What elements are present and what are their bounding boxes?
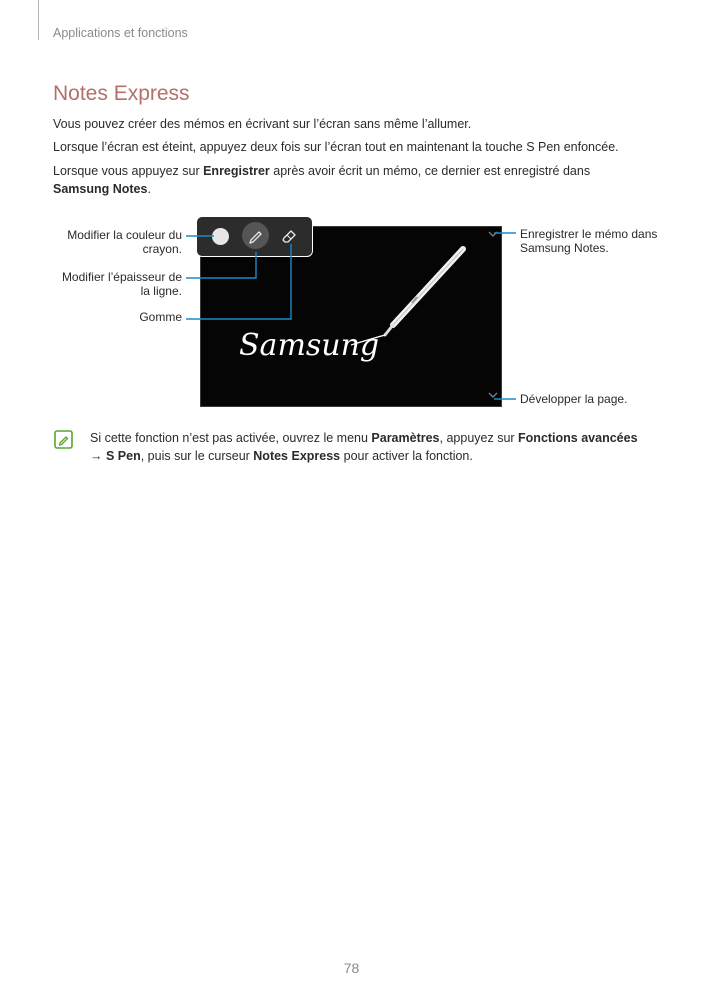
page-title: Notes Express	[53, 82, 190, 105]
advanced-features-term: Fonctions avancées	[518, 431, 638, 445]
note-text: Si cette fonction n’est pas activée, ouvrez le menu Paramètres, appuyez sur Fonctions avancées → S Pen, puis sur le curseur Notes Express pour activer la fonction.	[90, 431, 638, 463]
samsung-notes-term: Samsung Notes	[53, 182, 148, 196]
eraser-icon	[279, 225, 299, 245]
header-rule	[38, 0, 39, 40]
label-eraser: Gomme	[139, 310, 182, 324]
save-icon[interactable]	[489, 232, 497, 236]
s-pen-term: S Pen	[105, 449, 141, 463]
expand-icon[interactable]	[489, 393, 497, 397]
notes-express-term: Notes Express	[253, 449, 341, 463]
pen-icon	[242, 222, 269, 249]
handwriting-text: Samsung	[239, 328, 380, 363]
memo-toolbar	[196, 216, 313, 257]
eraser-button[interactable]	[279, 225, 299, 245]
label-expand-page: Développer la page.	[520, 392, 628, 406]
section-header: Applications et fonctions	[53, 26, 188, 40]
label-line-thickness: Modifier l’épaisseur de la ligne.	[61, 270, 182, 298]
label-pen-color: Modifier la couleur du crayon.	[67, 228, 182, 256]
intro-paragraph: Vous pouvez créer des mémos en écrivant sur l’écran sans même l’allumer.	[53, 117, 472, 131]
pen-thickness-button[interactable]	[242, 222, 269, 249]
label-save-memo: Enregistrer le mémo dans Samsung Notes.	[520, 227, 658, 255]
instruction-paragraph: Lorsque l’écran est éteint, appuyez deux fois sur l’écran tout en maintenant la touche S Pen enfoncée.	[53, 140, 619, 154]
s-pen-stylus	[385, 249, 463, 335]
settings-term: Paramètres	[371, 431, 440, 445]
note-icon	[54, 430, 73, 449]
save-paragraph: Lorsque vous appuyez sur Enregistrer après avoir écrit un mémo, ce dernier est enregistré dans Samsung Notes.	[53, 164, 591, 196]
save-term: Enregistrer	[203, 164, 270, 178]
pen-color-button[interactable]	[212, 228, 229, 245]
page-number: 78	[343, 960, 360, 976]
